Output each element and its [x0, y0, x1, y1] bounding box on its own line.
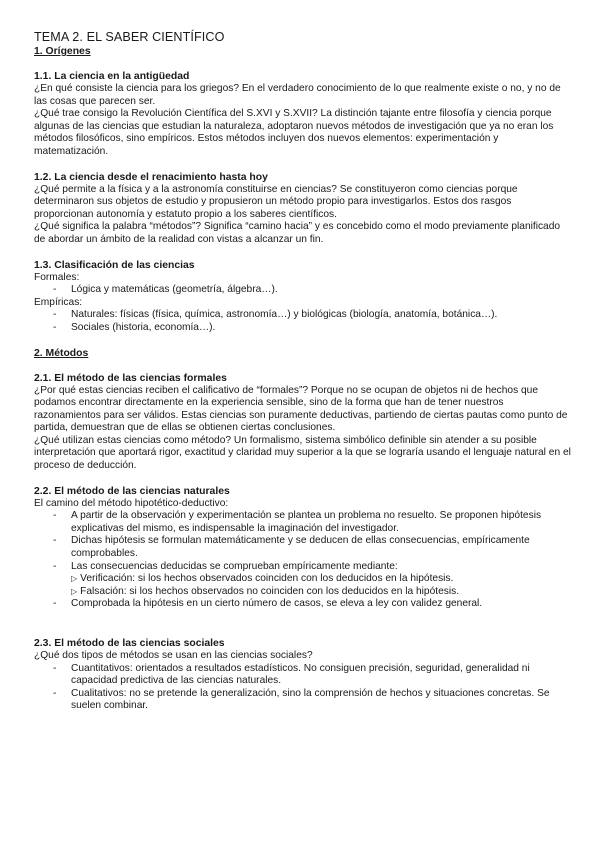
subsection-heading: 2.1. El método de las ciencias formales [34, 372, 227, 384]
sub-list-item [34, 573, 572, 586]
subsection-heading: 1.3. Clasificación de las ciencias [34, 259, 195, 271]
subsection-1-2 [34, 171, 572, 247]
sub-list-item-text: Verificación: si los hechos observados coinciden con los deducidos en la hipótesis. [80, 573, 454, 585]
list-item: - A partir de la observación y experimentación se plantea un problema no resuelto. Se proponen hipótesis explicativas del mismo, es indispensable la imaginación del investigador. [34, 510, 572, 535]
subsection-heading: 2.2. El método de las ciencias naturales [34, 485, 230, 497]
triangle-bullet-icon: ▷ [71, 586, 78, 596]
subsection-heading: 1.1. La ciencia en la antigüedad [34, 71, 190, 82]
sub-list-item-text: Falsación: si los hechos observados no coinciden con los deducidos en la hipótesis. [80, 585, 460, 597]
subsection-1-1 [34, 70, 572, 159]
paragraph: ¿Qué utilizan estas ciencias como método? Un formalismo, sistema simbólico definible sin atender a su posible interpretación que aportará rigor, exactitud y claridad muy superior a la que se lograría usando el lenguaje natural en el proceso de deducción. [34, 434, 571, 472]
paragraph: ¿Qué dos tipos de métodos se usan en las ciencias sociales? [34, 650, 313, 661]
list-item: - Cualitativos: no se pretende la generalización, sino la comprensión de hechos y situaciones concretas. Se suelen combinar. [34, 688, 572, 713]
list-item: - Cuantitativos: orientados a resultados estadísticos. No consiguen precisión, seguridad, generalidad ni capacidad predictiva de las ciencias naturales. [34, 663, 572, 688]
document-title: TEMA 2. EL SABER CIENTÍFICO [34, 30, 225, 44]
paragraph: ¿Qué trae consigo la Revolución Científica del S.XVI y S.XVII? La distinción tajante entre filosofía y ciencia porque algunas de las ciencias que estudian la naturaleza, adoptaron nuevos métodos de investigación que ya no eran los métodos filosóficos, sino empíricos. Estos métodos incluyen dos nuevos elementos: experimentación y matematización. [34, 108, 554, 157]
paragraph: ¿Qué permite a la física y a la astronomía constituirse en ciencias? Se constituyeron como ciencias porque determinaron sus objetos de estudio y propusieron un método propio para investigarlos. Estos dos rasgos proporcionan autonomía y estatuto propio a los saberes científicos. [34, 183, 518, 220]
sub-list-item [34, 586, 572, 599]
list-item: - Lógica y matemáticas (geometría, álgebra…). [34, 284, 572, 297]
verification-sublist [34, 573, 572, 598]
subsection-2-3 [34, 637, 572, 713]
category-label: Empíricas: [34, 296, 83, 308]
section-heading-origenes: 1. Orígenes [34, 46, 91, 57]
subsection-2-2 [34, 485, 572, 611]
paragraph: ¿Qué significa la palabra “métodos”? Significa “camino hacia” y es concebido como el modo previamente planificado de abordar un ámbito de la realidad con vistas a alcanzar un fin. [34, 221, 561, 245]
subsection-heading: 1.2. La ciencia desde el renacimiento hasta hoy [34, 171, 268, 183]
list-item: - Las consecuencias deducidas se comprueban empíricamente mediante: [34, 561, 572, 574]
paragraph: ¿Por qué estas ciencias reciben el calificativo de “formales”? Porque no se ocupan de objetos ni de hechos que podamos encontrar directamente en la experiencia sensible, sino de la forma que han de tener nuestros razonamientos para ser válidos. Estas ciencias son puramente deductivas, partiendo de ciertas pautas como punto de partida, demuestran que de ellas se obtienen ciertas conclusiones. [34, 384, 568, 434]
list-item: - Comprobada la hipótesis en un cierto número de casos, se eleva a ley con validez general. [34, 598, 572, 611]
formales-list [34, 284, 572, 297]
list-item: - Dichas hipótesis se formulan matemáticamente y se deducen de ellas consecuencias, empíricamente comprobables. [34, 535, 572, 560]
section-heading-metodos: 2. Métodos [34, 347, 89, 359]
subsection-heading: 2.3. El método de las ciencias sociales [34, 638, 225, 649]
paragraph: El camino del método hipotético-deductivo: [34, 497, 229, 509]
empiricas-list [34, 309, 572, 334]
subsection-1-3 [34, 259, 572, 335]
category-label: Formales: [34, 271, 80, 283]
list-item: - Sociales (historia, economía…). [34, 322, 572, 335]
paragraph: ¿En qué consiste la ciencia para los griegos? En el verdadero conocimiento de lo que realmente existe o no, y no de las cosas que parecen ser. [34, 83, 561, 107]
method-steps-list-end [34, 598, 572, 611]
subsection-2-1 [34, 372, 572, 473]
method-steps-list [34, 510, 572, 573]
list-item: - Naturales: físicas (física, química, astronomía…) y biológicas (biología, anatomía, botánica…). [34, 309, 572, 322]
social-methods-list [34, 663, 572, 713]
triangle-bullet-icon: ▷ [71, 574, 78, 584]
